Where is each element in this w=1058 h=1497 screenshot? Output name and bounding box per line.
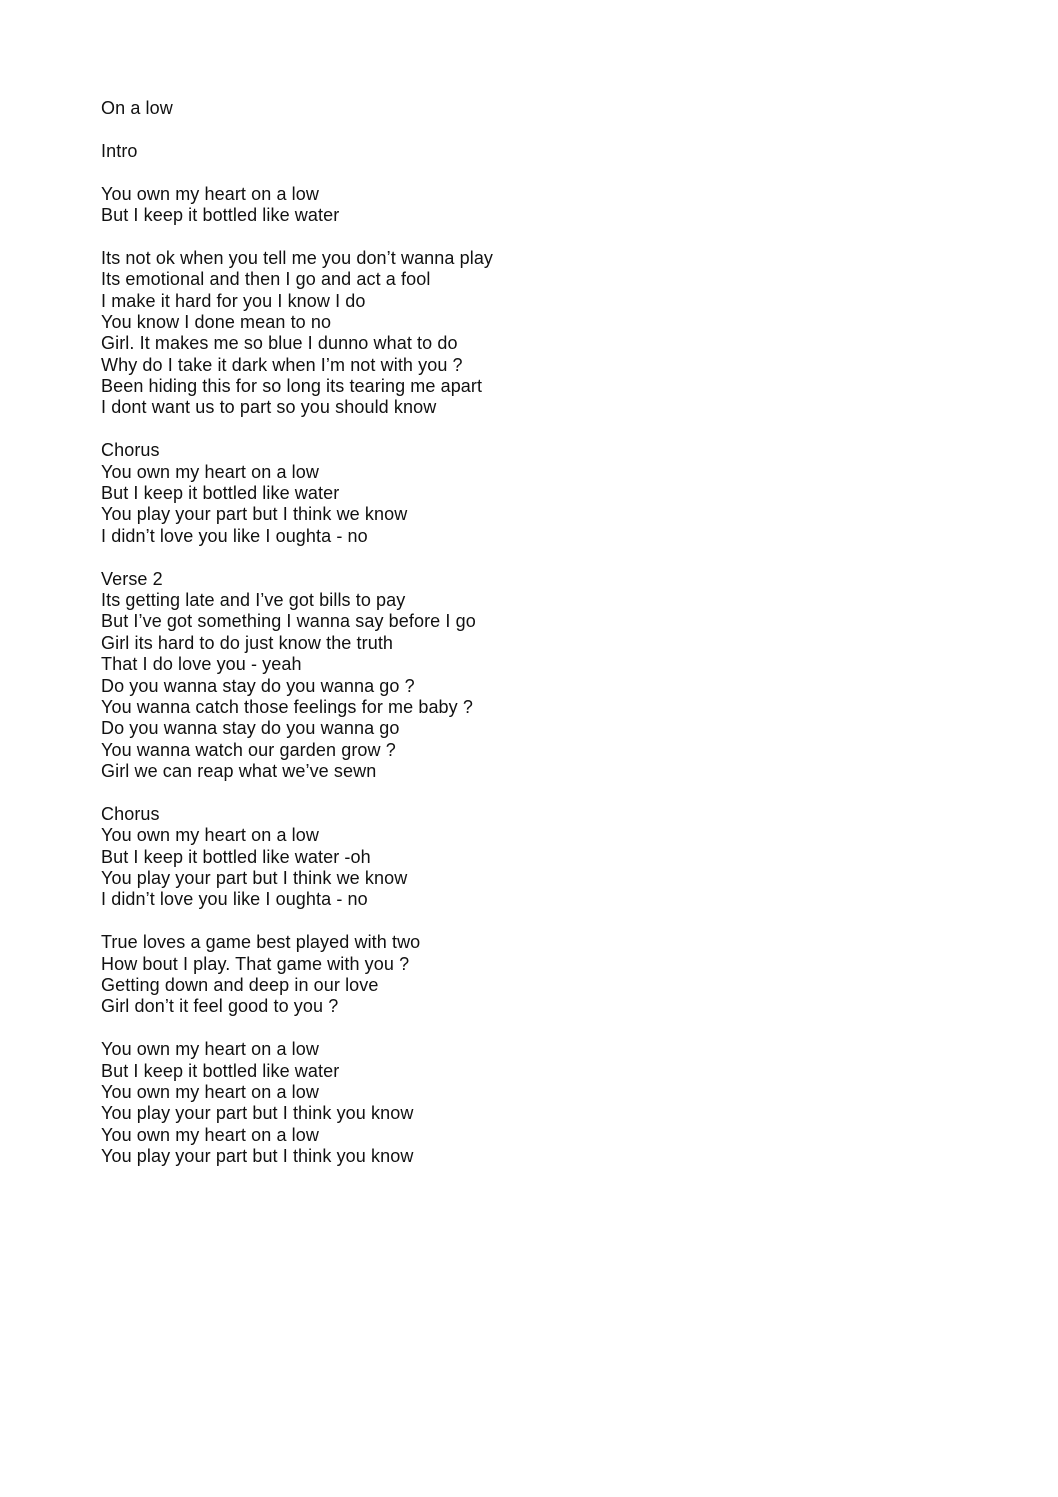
- lyrics-blocks: [101, 141, 1001, 1168]
- lyric-line: You own my heart on a low: [101, 1039, 319, 1060]
- lyrics-text: [101, 98, 1001, 1189]
- lyric-line: Do you wanna stay do you wanna go ?: [101, 675, 415, 696]
- verse-1-block: [101, 248, 1001, 419]
- lyric-line: Girl we can reap what we’ve sewn: [101, 761, 377, 782]
- lyric-line: You own my heart on a low: [101, 1081, 319, 1102]
- lyric-line: I make it hard for you I know I do: [101, 290, 366, 311]
- lyric-line: Chorus: [101, 803, 160, 824]
- lyric-line: But I’ve got something I wanna say before I go: [101, 611, 476, 632]
- lyric-line: I didn’t love you like I oughta - no: [101, 889, 368, 910]
- lyric-line: You own my heart on a low: [101, 183, 319, 204]
- lyric-line: Been hiding this for so long its tearing me apart: [101, 376, 483, 397]
- lyric-line: True loves a game best played with two: [101, 932, 421, 953]
- chorus-1-block: [101, 440, 1001, 547]
- lyric-line: But I keep it bottled like water -oh: [101, 846, 371, 867]
- bridge-block: [101, 932, 1001, 1018]
- song-title: On a low: [101, 98, 173, 118]
- chorus-2-block: [101, 804, 1001, 911]
- lyric-line: You wanna watch our garden grow ?: [101, 739, 396, 760]
- lyric-line: Girl don’t it feel good to you ?: [101, 996, 339, 1017]
- lyric-line: I didn’t love you like I oughta - no: [101, 525, 368, 546]
- lyric-line: I dont want us to part so you should know: [101, 397, 437, 418]
- lyric-line: You own my heart on a low: [101, 461, 319, 482]
- lyric-line: You play your part but I think you know: [101, 1146, 414, 1167]
- lyric-line: Intro: [101, 140, 138, 161]
- lyric-line: You wanna catch those feelings for me baby ?: [101, 696, 473, 717]
- lyric-line: You know I done mean to no: [101, 311, 332, 332]
- outro-block: [101, 1039, 1001, 1167]
- lyric-line: But I keep it bottled like water: [101, 483, 340, 504]
- lyric-line: You own my heart on a low: [101, 825, 319, 846]
- lyric-line: How bout I play. That game with you ?: [101, 953, 410, 974]
- lyric-line: Why do I take it dark when I’m not with you ?: [101, 354, 463, 375]
- intro-heading-block: [101, 141, 1001, 162]
- lyric-line: But I keep it bottled like water: [101, 1060, 340, 1081]
- lyric-line: Girl. It makes me so blue I dunno what to do: [101, 333, 458, 354]
- lyric-line: You play your part but I think we know: [101, 868, 408, 889]
- lyric-line: You own my heart on a low: [101, 1124, 319, 1145]
- lyric-line: Girl its hard to do just know the truth: [101, 632, 394, 653]
- lyric-line: Its emotional and then I go and act a fool: [101, 269, 431, 290]
- intro-block: [101, 184, 1001, 227]
- lyric-line: Chorus: [101, 440, 160, 461]
- lyric-line: That I do love you - yeah: [101, 654, 302, 675]
- lyric-line: Verse 2: [101, 568, 163, 589]
- lyric-line: Getting down and deep in our love: [101, 975, 379, 996]
- lyric-line: You play your part but I think you know: [101, 1103, 414, 1124]
- lyric-line: Its getting late and I’ve got bills to pay: [101, 589, 406, 610]
- lyric-line: Its not ok when you tell me you don’t wanna play: [101, 247, 494, 268]
- lyric-line: But I keep it bottled like water: [101, 204, 340, 225]
- lyric-line: Do you wanna stay do you wanna go: [101, 718, 400, 739]
- song-title-block: [101, 98, 1001, 119]
- lyric-line: You play your part but I think we know: [101, 504, 408, 525]
- verse-2-block: [101, 569, 1001, 783]
